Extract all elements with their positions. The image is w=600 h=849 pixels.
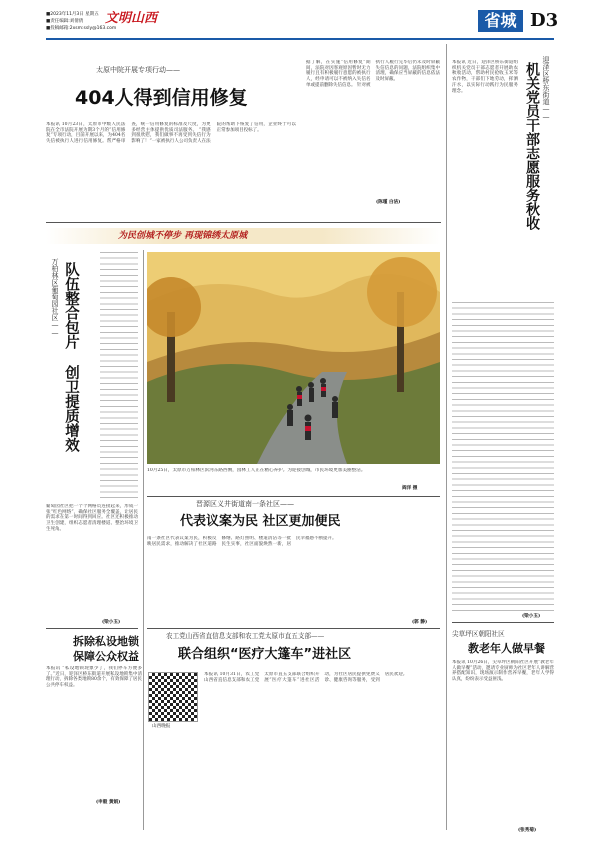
photo-caption: 10月25日，太原市万柏林区滨河东路西侧，园林工人正在精心养护。为迎接创城，市民环境更加美丽整洁。 — [147, 468, 366, 473]
breakfast-author: (张秀菊) — [518, 828, 537, 833]
breakfast-body: 本报讯 10月26日，尖草坪区朝阳社区开展“教老年人做早餐”活动，邀请专业厨师为社区老年人讲解营养搭配知识，现场演示制作营养早餐，老年人学得认真，纷纷表示受益匪浅。 — [452, 660, 554, 683]
news-photo — [147, 252, 440, 464]
grid-body-col — [100, 252, 138, 500]
photo-credit: 阎洋 摄 — [402, 486, 418, 491]
qr-caption: 山西晚报 — [152, 724, 171, 729]
credit-lead: 本报讯 10月23日，太原市中级人民法院在全市法院开展为期3个月的“信用修复”专项行动，目前开展以来，为404名失信被执行人进行信用修复。帮严格审查，统一信用修复的标准及尺度，为更多经营主体提供优质司法服务。 — [46, 122, 211, 145]
column-logo: 文明山西 — [105, 11, 158, 26]
credit-p4: 针对被执行人履行完毕后仍未及时屏蔽失信信息的问题，法院组织集中清理，确保应当屏蔽的信息依法及时屏蔽。 — [357, 60, 440, 88]
grid-body: 葡萄园社区把一个个网格员连接起来，形成一张“红色网络”，确保社区服务全覆盖，让居民的需求在第一时间得到回应。社区还积极推动卫生创建，组织志愿者清理楼道、整治环境卫生死角。 — [46, 504, 138, 532]
locks-title: 拆除私设地锁 保障公众权益 — [73, 635, 139, 663]
divider-credit — [46, 222, 441, 223]
locks-author: (申毅 黄娟) — [96, 800, 121, 805]
right-headline: 机关党员干部志愿服务秋收 — [524, 62, 540, 230]
community-body: 南一条社区代表议案为民，积极反映居民需求，推动解决了社区道路修缮、路灯照明、楼道清洁等一批民生实事，社区面貌焕然一新，居民幸福感不断提升。 — [147, 536, 337, 547]
breakfast-headline: 教老年人做早餐 — [468, 642, 545, 655]
masthead — [46, 8, 559, 38]
section-tag: 省城 — [478, 10, 523, 32]
grid-title: 队伍整合包片 创卫提质增效 — [63, 262, 79, 452]
qr-code — [148, 672, 198, 722]
column-separator-right — [446, 44, 447, 830]
divider-photo — [147, 496, 440, 497]
community-kicker: 晋源区义井街道南一条社区—— — [196, 500, 294, 508]
community-headline: 代表议案为民 社区更加便民 — [180, 514, 341, 529]
masthead-date: ■2023年11月3日 星期五 — [46, 12, 99, 17]
locks-body: 本报讯 “私设地锁现象少了，我们停车方便多了。”近日，迎泽区桥东街道开展私设地锁集中清理行动，拆除各类地锁80余个，有效保障了居民公共停车权益。 — [46, 666, 142, 689]
masthead-email: ■投稿邮箱:2xsm:ssly@163.com — [46, 26, 117, 31]
party-body: 本报讯 10月31日，农工党山西省直信息支部和农工党太原市直五支部联合组织开展“医疗大篷车”进社区活动，为社区居民提供免费义诊、健康咨询等服务，受到居民欢迎。 — [204, 672, 408, 683]
page-number: D3 — [530, 10, 559, 31]
masthead-editor: ■责任编辑:刘倩倩 — [46, 19, 84, 24]
credit-body-right — [306, 60, 440, 212]
right-author: (梁小玉) — [522, 614, 541, 619]
party-headline: 联合组织“医疗大篷车”进社区 — [178, 647, 352, 662]
divider-grid — [46, 628, 138, 629]
banner-text: 为民创城不停步 再现锦绣太原城 — [118, 231, 248, 241]
masthead-divider — [46, 38, 554, 40]
grid-subtitle: 万柏林区葡萄园社区—— — [51, 258, 59, 337]
right-body-lines — [452, 302, 554, 614]
right-body-top: 本报讯 近日，迎泽区桥东街道组织机关党员干部志愿者开展助农秋收活动，帮助村民抢收玉米等农作物，干部们下地劳动，挥洒汗水，以实际行动践行为民服务理念。 — [452, 60, 518, 94]
credit-p2: “我感到很欣慰，我们做事不再受到失信行为影响了！”一家被执行人公司负责人在法院的帮助下恢复了信用，企业终于可以正常参加项目投标了。 — [131, 122, 296, 145]
credit-author: (陈瑾 白洁) — [376, 200, 401, 205]
right-kicker: 迎泽区桥东街道—— — [542, 56, 550, 121]
breakfast-kicker: 尖草坪区朝阳社区 — [452, 630, 505, 638]
credit-p3: 据了解，在实施“信用修复”期间，法院对因客观原因暂时无力履行且有积极履行意愿的被执行人，经申请可以不被纳入失信名单或提前删除失信信息。 — [306, 60, 371, 88]
grid-author: (梁小玉) — [102, 620, 121, 625]
credit-kicker: 太原中院开展专项行动—— — [96, 66, 180, 74]
column-separator-left — [143, 250, 144, 830]
credit-body — [46, 122, 296, 218]
photo-illustration — [147, 252, 440, 464]
divider-community — [147, 628, 440, 629]
party-kicker: 农工党山西省直信息支部和农工党太原市直五支部—— — [166, 632, 325, 640]
divider-right — [452, 622, 554, 623]
credit-headline: 404人得到信用修复 — [75, 87, 248, 109]
community-author: (郭 静) — [412, 620, 428, 625]
